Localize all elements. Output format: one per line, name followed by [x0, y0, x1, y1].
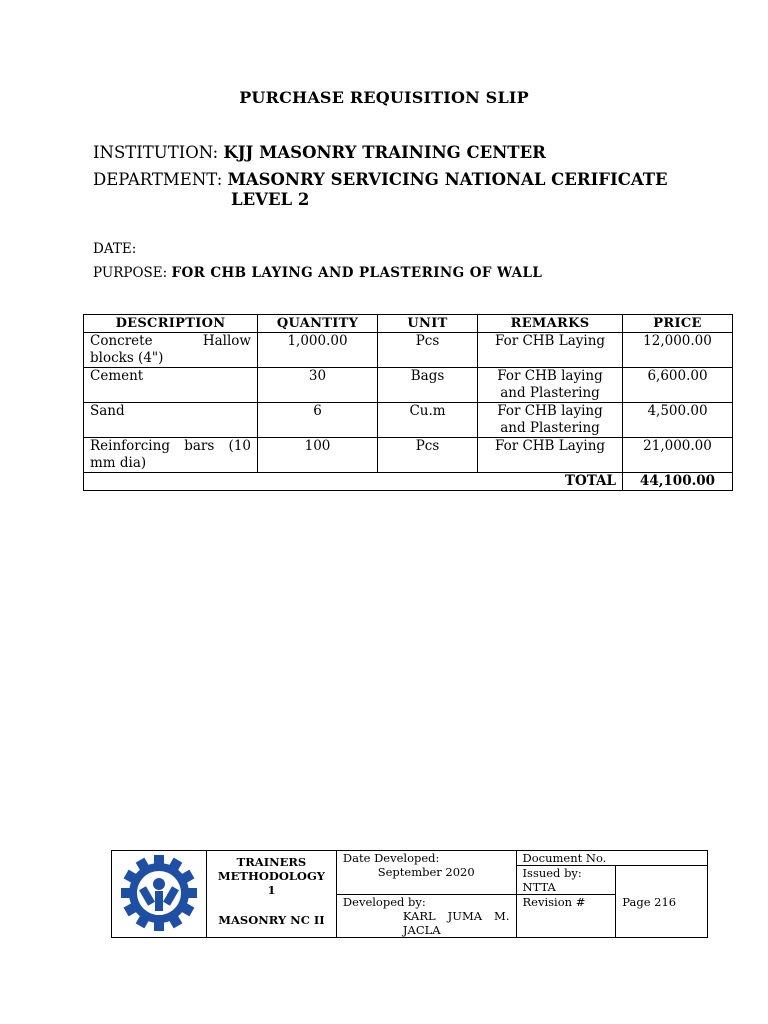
institution-label: INSTITUTION:	[93, 143, 224, 162]
page-number-cell	[616, 866, 708, 938]
row-remarks: For CHB laying and Plastering	[478, 403, 623, 438]
row-unit: Pcs	[378, 333, 478, 368]
department-value-2: LEVEL 2	[231, 190, 310, 209]
table-row	[84, 333, 733, 368]
trainers-line3: 1	[267, 883, 276, 897]
trainers-line1: TRAINERS	[236, 855, 307, 869]
header-quantity: QUANTITY	[258, 315, 378, 333]
purpose-label: PURPOSE:	[93, 265, 172, 281]
department-value: MASONRY SERVICING NATIONAL CERIFICATE	[227, 170, 668, 189]
department-line2	[231, 190, 309, 209]
row-price: 4,500.00	[623, 403, 733, 438]
row-description: Concrete Hallow blocks (4")	[84, 333, 258, 368]
table-row	[84, 403, 733, 438]
date-developed-label: Date Developed:	[342, 851, 440, 865]
header-description: DESCRIPTION	[84, 315, 258, 333]
row-quantity: 1,000.00	[258, 333, 378, 368]
trainers-line2: METHODOLOGY	[217, 869, 325, 883]
row-price: 12,000.00	[623, 333, 733, 368]
row-remarks: For CHB Laying	[478, 438, 623, 473]
developed-by-label: Developed by:	[342, 895, 426, 909]
row-price: 6,600.00	[623, 368, 733, 403]
revision-cell	[516, 895, 616, 938]
document-footer	[111, 850, 708, 938]
page-title: PURCHASE REQUISITION SLIP	[239, 88, 529, 107]
document-no-cell	[516, 851, 708, 866]
total-label: TOTAL	[84, 473, 623, 491]
row-remarks: For CHB Laying	[478, 333, 623, 368]
purpose-line	[93, 265, 542, 281]
row-unit: Pcs	[378, 438, 478, 473]
revision-label: Revision #	[522, 895, 586, 909]
developed-by-cell	[336, 895, 516, 938]
department-label: DEPARTMENT:	[93, 170, 228, 189]
date-label: DATE:	[93, 241, 137, 257]
page-number: Page 216	[622, 894, 677, 909]
date-developed-value: September 2020	[377, 865, 475, 879]
row-quantity: 100	[258, 438, 378, 473]
issued-by-label: Issued by:	[522, 866, 582, 880]
row-description: Sand	[84, 403, 258, 438]
document-no-label: Document No.	[522, 851, 607, 865]
header-unit: UNIT	[378, 315, 478, 333]
date-developed-cell	[336, 851, 516, 895]
row-quantity: 6	[258, 403, 378, 438]
issued-by-cell	[516, 866, 616, 895]
tesda-logo-cell	[112, 851, 207, 938]
issued-by-value: NTTA	[522, 880, 556, 894]
tesda-logo-icon	[119, 853, 199, 933]
developed-by-value: KARL JUMA M. JACLA	[402, 909, 510, 937]
row-quantity: 30	[258, 368, 378, 403]
total-row	[84, 473, 733, 491]
header-price: PRICE	[623, 315, 733, 333]
header-remarks: REMARKS	[478, 315, 623, 333]
row-description: Reinforcing bars (10 mm dia)	[84, 438, 258, 473]
table-header-row	[84, 315, 733, 333]
department-line	[93, 170, 668, 189]
trainers-cell	[206, 851, 336, 938]
total-value: 44,100.00	[623, 473, 733, 491]
row-price: 21,000.00	[623, 438, 733, 473]
row-unit: Bags	[378, 368, 478, 403]
table-row	[84, 438, 733, 473]
row-remarks: For CHB laying and Plastering	[478, 368, 623, 403]
course-name: MASONRY NC II	[218, 913, 325, 927]
row-unit: Cu.m	[378, 403, 478, 438]
institution-line	[93, 143, 546, 162]
requisition-table	[83, 314, 733, 491]
table-row	[84, 368, 733, 403]
purpose-value: FOR CHB LAYING AND PLASTERING OF WALL	[171, 265, 543, 281]
institution-value: KJJ MASONRY TRAINING CENTER	[223, 143, 546, 162]
row-description: Cement	[84, 368, 258, 403]
